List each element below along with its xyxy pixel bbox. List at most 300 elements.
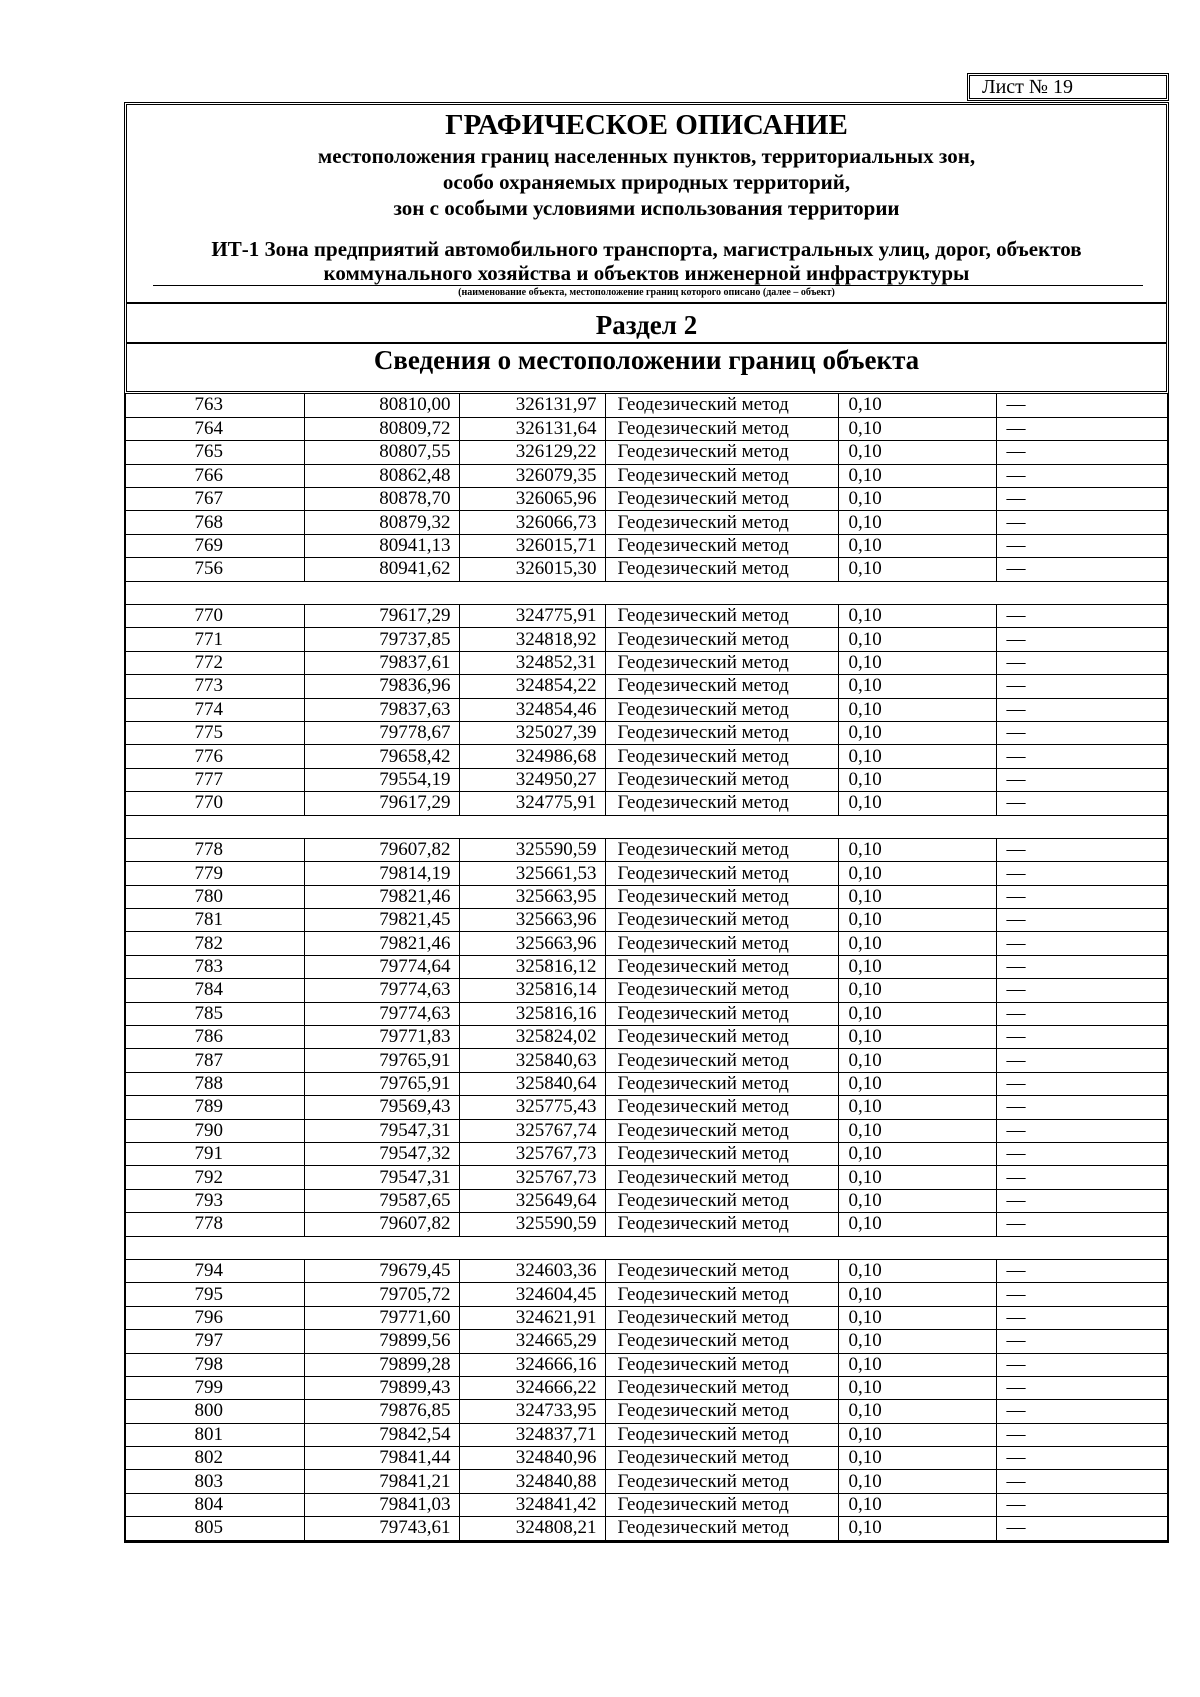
x-coordinate-cell: 79617,29 [304, 605, 459, 628]
y-coordinate-cell: 324666,22 [459, 1376, 605, 1399]
point-number-cell: 799 [126, 1376, 304, 1399]
method-cell: Геодезический метод [605, 792, 838, 815]
point-number-cell: 801 [126, 1423, 304, 1446]
point-number-cell: 791 [126, 1143, 304, 1166]
table-row [126, 464, 1167, 487]
x-coordinate-cell: 79814,19 [304, 862, 459, 885]
description-cell: — [996, 1026, 1167, 1049]
x-coordinate-cell: 79554,19 [304, 768, 459, 791]
description-cell: — [996, 745, 1167, 768]
table-row [126, 698, 1167, 721]
point-number-cell: 795 [126, 1283, 304, 1306]
precision-cell: 0,10 [838, 862, 996, 885]
y-coordinate-cell: 324854,46 [459, 698, 605, 721]
x-coordinate-cell: 79658,42 [304, 745, 459, 768]
description-cell: — [996, 558, 1167, 581]
point-number-cell: 796 [126, 1306, 304, 1329]
table-row [126, 1119, 1167, 1142]
table-row [126, 862, 1167, 885]
method-cell: Геодезический метод [605, 1470, 838, 1493]
y-coordinate-cell: 325661,53 [459, 862, 605, 885]
precision-cell: 0,10 [838, 955, 996, 978]
point-number-cell: 767 [126, 488, 304, 511]
object-name-line-2: коммунального хозяйства и объектов инженерной инфраструктуры [323, 261, 970, 285]
point-number-cell: 772 [126, 651, 304, 674]
y-coordinate-cell: 326015,71 [459, 534, 605, 557]
precision-cell: 0,10 [838, 1493, 996, 1516]
y-coordinate-cell: 325816,16 [459, 1002, 605, 1025]
description-cell: — [996, 792, 1167, 815]
precision-cell: 0,10 [838, 534, 996, 557]
description-cell: — [996, 885, 1167, 908]
y-coordinate-cell: 325590,59 [459, 1213, 605, 1236]
description-cell: — [996, 1447, 1167, 1470]
table-row [126, 1259, 1167, 1282]
y-coordinate-cell: 326131,64 [459, 417, 605, 440]
precision-cell: 0,10 [838, 1213, 996, 1236]
x-coordinate-cell: 80941,62 [304, 558, 459, 581]
precision-cell: 0,10 [838, 417, 996, 440]
y-coordinate-cell: 325767,73 [459, 1143, 605, 1166]
y-coordinate-cell: 326131,97 [459, 394, 605, 417]
y-coordinate-cell: 324808,21 [459, 1517, 605, 1540]
y-coordinate-cell: 324950,27 [459, 768, 605, 791]
x-coordinate-cell: 79765,91 [304, 1072, 459, 1095]
precision-cell: 0,10 [838, 1259, 996, 1282]
x-coordinate-cell: 79737,85 [304, 628, 459, 651]
precision-cell: 0,10 [838, 628, 996, 651]
description-cell: — [996, 1119, 1167, 1142]
precision-cell: 0,10 [838, 1119, 996, 1142]
description-cell: — [996, 511, 1167, 534]
x-coordinate-cell: 79743,61 [304, 1517, 459, 1540]
point-number-cell: 792 [126, 1166, 304, 1189]
coordinates-table-wrap [124, 394, 1169, 1543]
point-number-cell: 769 [126, 534, 304, 557]
method-cell: Геодезический метод [605, 1189, 838, 1212]
table-row [126, 955, 1167, 978]
y-coordinate-cell: 324603,36 [459, 1259, 605, 1282]
description-cell: — [996, 1306, 1167, 1329]
method-cell: Геодезический метод [605, 862, 838, 885]
y-coordinate-cell: 326015,30 [459, 558, 605, 581]
precision-cell: 0,10 [838, 1143, 996, 1166]
method-cell: Геодезический метод [605, 1376, 838, 1399]
y-coordinate-cell: 326066,73 [459, 511, 605, 534]
table-row [126, 1330, 1167, 1353]
y-coordinate-cell: 325767,74 [459, 1119, 605, 1142]
description-cell: — [996, 1002, 1167, 1025]
table-row [126, 441, 1167, 464]
description-cell: — [996, 675, 1167, 698]
y-coordinate-cell: 325767,73 [459, 1166, 605, 1189]
precision-cell: 0,10 [838, 1400, 996, 1423]
table-row [126, 1283, 1167, 1306]
x-coordinate-cell: 79607,82 [304, 1213, 459, 1236]
description-cell: — [996, 1096, 1167, 1119]
description-cell: — [996, 979, 1167, 1002]
method-cell: Геодезический метод [605, 1072, 838, 1095]
x-coordinate-cell: 79569,43 [304, 1096, 459, 1119]
y-coordinate-cell: 324775,91 [459, 605, 605, 628]
method-cell: Геодезический метод [605, 1026, 838, 1049]
precision-cell: 0,10 [838, 558, 996, 581]
description-cell: — [996, 1330, 1167, 1353]
description-cell: — [996, 909, 1167, 932]
y-coordinate-cell: 324837,71 [459, 1423, 605, 1446]
precision-cell: 0,10 [838, 838, 996, 861]
x-coordinate-cell: 79547,31 [304, 1166, 459, 1189]
precision-cell: 0,10 [838, 1096, 996, 1119]
point-number-cell: 797 [126, 1330, 304, 1353]
document-title: ГРАФИЧЕСКОЕ ОПИСАНИЕ [445, 109, 848, 141]
x-coordinate-cell: 80809,72 [304, 417, 459, 440]
x-coordinate-cell: 79765,91 [304, 1049, 459, 1072]
point-number-cell: 764 [126, 417, 304, 440]
point-number-cell: 800 [126, 1400, 304, 1423]
table-row [126, 628, 1167, 651]
point-number-cell: 798 [126, 1353, 304, 1376]
x-coordinate-cell: 79841,03 [304, 1493, 459, 1516]
table-row [126, 1213, 1167, 1236]
x-coordinate-cell: 79841,44 [304, 1447, 459, 1470]
point-number-cell: 770 [126, 605, 304, 628]
method-cell: Геодезический метод [605, 1517, 838, 1540]
section-subtitle: Сведения о местоположении границ объекта [373, 345, 920, 375]
table-row [126, 488, 1167, 511]
description-cell: — [996, 1189, 1167, 1212]
description-cell: — [996, 488, 1167, 511]
method-cell: Геодезический метод [605, 1213, 838, 1236]
description-cell: — [996, 628, 1167, 651]
table-row [126, 1002, 1167, 1025]
method-cell: Геодезический метод [605, 768, 838, 791]
table-row [126, 1493, 1167, 1516]
description-cell: — [996, 1283, 1167, 1306]
method-cell: Геодезический метод [605, 698, 838, 721]
precision-cell: 0,10 [838, 932, 996, 955]
separator-cell [126, 581, 1167, 604]
precision-cell: 0,10 [838, 1189, 996, 1212]
description-cell: — [996, 932, 1167, 955]
precision-cell: 0,10 [838, 1470, 996, 1493]
method-cell: Геодезический метод [605, 979, 838, 1002]
x-coordinate-cell: 79771,60 [304, 1306, 459, 1329]
x-coordinate-cell: 79587,65 [304, 1189, 459, 1212]
x-coordinate-cell: 80878,70 [304, 488, 459, 511]
point-number-cell: 789 [126, 1096, 304, 1119]
table-row [126, 1353, 1167, 1376]
method-cell: Геодезический метод [605, 1423, 838, 1446]
x-coordinate-cell: 79899,28 [304, 1353, 459, 1376]
table-row [126, 651, 1167, 674]
y-coordinate-cell: 324852,31 [459, 651, 605, 674]
point-number-cell: 783 [126, 955, 304, 978]
method-cell: Геодезический метод [605, 1049, 838, 1072]
method-cell: Геодезический метод [605, 721, 838, 744]
x-coordinate-cell: 79774,63 [304, 979, 459, 1002]
x-coordinate-cell: 80879,32 [304, 511, 459, 534]
x-coordinate-cell: 79837,63 [304, 698, 459, 721]
precision-cell: 0,10 [838, 1447, 996, 1470]
description-cell: — [996, 768, 1167, 791]
method-cell: Геодезический метод [605, 1306, 838, 1329]
coordinates-table-body [126, 394, 1167, 1540]
table-row [126, 1517, 1167, 1540]
table-row [126, 909, 1167, 932]
y-coordinate-cell: 326065,96 [459, 488, 605, 511]
x-coordinate-cell: 79899,43 [304, 1376, 459, 1399]
description-cell: — [996, 394, 1167, 417]
precision-cell: 0,10 [838, 488, 996, 511]
description-cell: — [996, 1259, 1167, 1282]
table-row [126, 885, 1167, 908]
section-divider [127, 302, 1166, 304]
method-cell: Геодезический метод [605, 1353, 838, 1376]
y-coordinate-cell: 324818,92 [459, 628, 605, 651]
object-underline [153, 285, 1143, 286]
point-number-cell: 763 [126, 394, 304, 417]
precision-cell: 0,10 [838, 651, 996, 674]
method-cell: Геодезический метод [605, 488, 838, 511]
description-cell: — [996, 1049, 1167, 1072]
point-number-cell: 804 [126, 1493, 304, 1516]
table-row [126, 1143, 1167, 1166]
point-number-cell: 787 [126, 1049, 304, 1072]
table-row [126, 1306, 1167, 1329]
point-number-cell: 779 [126, 862, 304, 885]
method-cell: Геодезический метод [605, 464, 838, 487]
method-cell: Геодезический метод [605, 1259, 838, 1282]
point-number-cell: 766 [126, 464, 304, 487]
y-coordinate-cell: 324841,42 [459, 1493, 605, 1516]
method-cell: Геодезический метод [605, 511, 838, 534]
y-coordinate-cell: 324604,45 [459, 1283, 605, 1306]
point-number-cell: 781 [126, 909, 304, 932]
x-coordinate-cell: 79705,72 [304, 1283, 459, 1306]
precision-cell: 0,10 [838, 1330, 996, 1353]
y-coordinate-cell: 325663,96 [459, 932, 605, 955]
description-cell: — [996, 651, 1167, 674]
table-row [126, 745, 1167, 768]
y-coordinate-cell: 324621,91 [459, 1306, 605, 1329]
point-number-cell: 784 [126, 979, 304, 1002]
y-coordinate-cell: 324986,68 [459, 745, 605, 768]
table-row [126, 394, 1167, 417]
description-cell: — [996, 1400, 1167, 1423]
y-coordinate-cell: 325663,96 [459, 909, 605, 932]
method-cell: Геодезический метод [605, 1096, 838, 1119]
description-cell: — [996, 862, 1167, 885]
point-number-cell: 775 [126, 721, 304, 744]
table-row [126, 1470, 1167, 1493]
precision-cell: 0,10 [838, 1353, 996, 1376]
y-coordinate-cell: 324775,91 [459, 792, 605, 815]
description-cell: — [996, 441, 1167, 464]
method-cell: Геодезический метод [605, 534, 838, 557]
table-row [126, 534, 1167, 557]
method-cell: Геодезический метод [605, 394, 838, 417]
y-coordinate-cell: 325824,02 [459, 1026, 605, 1049]
x-coordinate-cell: 79821,45 [304, 909, 459, 932]
coordinates-table [126, 394, 1167, 1541]
description-cell: — [996, 1376, 1167, 1399]
table-row [126, 932, 1167, 955]
description-cell: — [996, 534, 1167, 557]
precision-cell: 0,10 [838, 1026, 996, 1049]
description-cell: — [996, 605, 1167, 628]
y-coordinate-cell: 325816,12 [459, 955, 605, 978]
section-title: Раздел 2 [595, 310, 698, 340]
x-coordinate-cell: 79899,56 [304, 1330, 459, 1353]
description-cell: — [996, 1353, 1167, 1376]
point-number-cell: 802 [126, 1447, 304, 1470]
description-cell: — [996, 1470, 1167, 1493]
method-cell: Геодезический метод [605, 745, 838, 768]
description-cell: — [996, 955, 1167, 978]
table-row [126, 1376, 1167, 1399]
point-number-cell: 774 [126, 698, 304, 721]
point-number-cell: 770 [126, 792, 304, 815]
x-coordinate-cell: 79547,32 [304, 1143, 459, 1166]
object-name-line-1: ИТ-1 Зона предприятий автомобильного транспорта, магистральных улиц, дорог, объектов [211, 237, 1082, 261]
point-number-cell: 778 [126, 838, 304, 861]
y-coordinate-cell: 324665,29 [459, 1330, 605, 1353]
precision-cell: 0,10 [838, 745, 996, 768]
group-separator-row [126, 815, 1167, 838]
x-coordinate-cell: 79617,29 [304, 792, 459, 815]
x-coordinate-cell: 80810,00 [304, 394, 459, 417]
method-cell: Геодезический метод [605, 417, 838, 440]
point-number-cell: 768 [126, 511, 304, 534]
table-row [126, 1096, 1167, 1119]
description-cell: — [996, 698, 1167, 721]
x-coordinate-cell: 79821,46 [304, 932, 459, 955]
description-cell: — [996, 1493, 1167, 1516]
method-cell: Геодезический метод [605, 1283, 838, 1306]
method-cell: Геодезический метод [605, 628, 838, 651]
y-coordinate-cell: 324666,16 [459, 1353, 605, 1376]
precision-cell: 0,10 [838, 979, 996, 1002]
point-number-cell: 780 [126, 885, 304, 908]
description-cell: — [996, 838, 1167, 861]
point-number-cell: 771 [126, 628, 304, 651]
separator-cell [126, 815, 1167, 838]
x-coordinate-cell: 79778,67 [304, 721, 459, 744]
point-number-cell: 756 [126, 558, 304, 581]
method-cell: Геодезический метод [605, 651, 838, 674]
method-cell: Геодезический метод [605, 885, 838, 908]
x-coordinate-cell: 79774,64 [304, 955, 459, 978]
y-coordinate-cell: 324854,22 [459, 675, 605, 698]
method-cell: Геодезический метод [605, 605, 838, 628]
x-coordinate-cell: 79837,61 [304, 651, 459, 674]
point-number-cell: 778 [126, 1213, 304, 1236]
precision-cell: 0,10 [838, 1376, 996, 1399]
description-cell: — [996, 1072, 1167, 1095]
point-number-cell: 777 [126, 768, 304, 791]
table-row [126, 675, 1167, 698]
section-divider [127, 342, 1166, 344]
method-cell: Геодезический метод [605, 1143, 838, 1166]
precision-cell: 0,10 [838, 511, 996, 534]
x-coordinate-cell: 80807,55 [304, 441, 459, 464]
point-number-cell: 794 [126, 1259, 304, 1282]
method-cell: Геодезический метод [605, 441, 838, 464]
precision-cell: 0,10 [838, 675, 996, 698]
y-coordinate-cell: 325775,43 [459, 1096, 605, 1119]
point-number-cell: 786 [126, 1026, 304, 1049]
description-cell: — [996, 417, 1167, 440]
precision-cell: 0,10 [838, 1049, 996, 1072]
table-row [126, 1166, 1167, 1189]
group-separator-row [126, 1236, 1167, 1259]
x-coordinate-cell: 79842,54 [304, 1423, 459, 1446]
x-coordinate-cell: 79821,46 [304, 885, 459, 908]
x-coordinate-cell: 79841,21 [304, 1470, 459, 1493]
y-coordinate-cell: 325590,59 [459, 838, 605, 861]
table-row [126, 605, 1167, 628]
method-cell: Геодезический метод [605, 1493, 838, 1516]
method-cell: Геодезический метод [605, 1447, 838, 1470]
y-coordinate-cell: 325816,14 [459, 979, 605, 1002]
precision-cell: 0,10 [838, 1517, 996, 1540]
precision-cell: 0,10 [838, 1283, 996, 1306]
y-coordinate-cell: 326129,22 [459, 441, 605, 464]
table-row [126, 1423, 1167, 1446]
precision-cell: 0,10 [838, 721, 996, 744]
point-number-cell: 788 [126, 1072, 304, 1095]
precision-cell: 0,10 [838, 768, 996, 791]
precision-cell: 0,10 [838, 909, 996, 932]
y-coordinate-cell: 325027,39 [459, 721, 605, 744]
sheet-number: Лист № 19 [967, 73, 1169, 101]
table-row [126, 1189, 1167, 1212]
description-cell: — [996, 1143, 1167, 1166]
point-number-cell: 776 [126, 745, 304, 768]
subtitle-line-1: местоположения границ населенных пунктов, территориальных зон, [317, 144, 976, 168]
point-number-cell: 785 [126, 1002, 304, 1025]
document-header-frame [124, 102, 1169, 394]
method-cell: Геодезический метод [605, 838, 838, 861]
point-number-cell: 805 [126, 1517, 304, 1540]
precision-cell: 0,10 [838, 464, 996, 487]
separator-cell [126, 1236, 1167, 1259]
method-cell: Геодезический метод [605, 932, 838, 955]
table-row [126, 1400, 1167, 1423]
description-cell: — [996, 464, 1167, 487]
y-coordinate-cell: 325840,64 [459, 1072, 605, 1095]
y-coordinate-cell: 326079,35 [459, 464, 605, 487]
subtitle-line-3: зон с особыми условиями использования территории [393, 196, 900, 220]
method-cell: Геодезический метод [605, 955, 838, 978]
table-row [126, 1447, 1167, 1470]
method-cell: Геодезический метод [605, 909, 838, 932]
point-number-cell: 803 [126, 1470, 304, 1493]
method-cell: Геодезический метод [605, 1400, 838, 1423]
description-cell: — [996, 1213, 1167, 1236]
table-row [126, 1026, 1167, 1049]
y-coordinate-cell: 325840,63 [459, 1049, 605, 1072]
table-row [126, 979, 1167, 1002]
description-cell: — [996, 1166, 1167, 1189]
point-number-cell: 793 [126, 1189, 304, 1212]
point-number-cell: 790 [126, 1119, 304, 1142]
x-coordinate-cell: 80862,48 [304, 464, 459, 487]
description-cell: — [996, 1423, 1167, 1446]
precision-cell: 0,10 [838, 698, 996, 721]
precision-cell: 0,10 [838, 885, 996, 908]
